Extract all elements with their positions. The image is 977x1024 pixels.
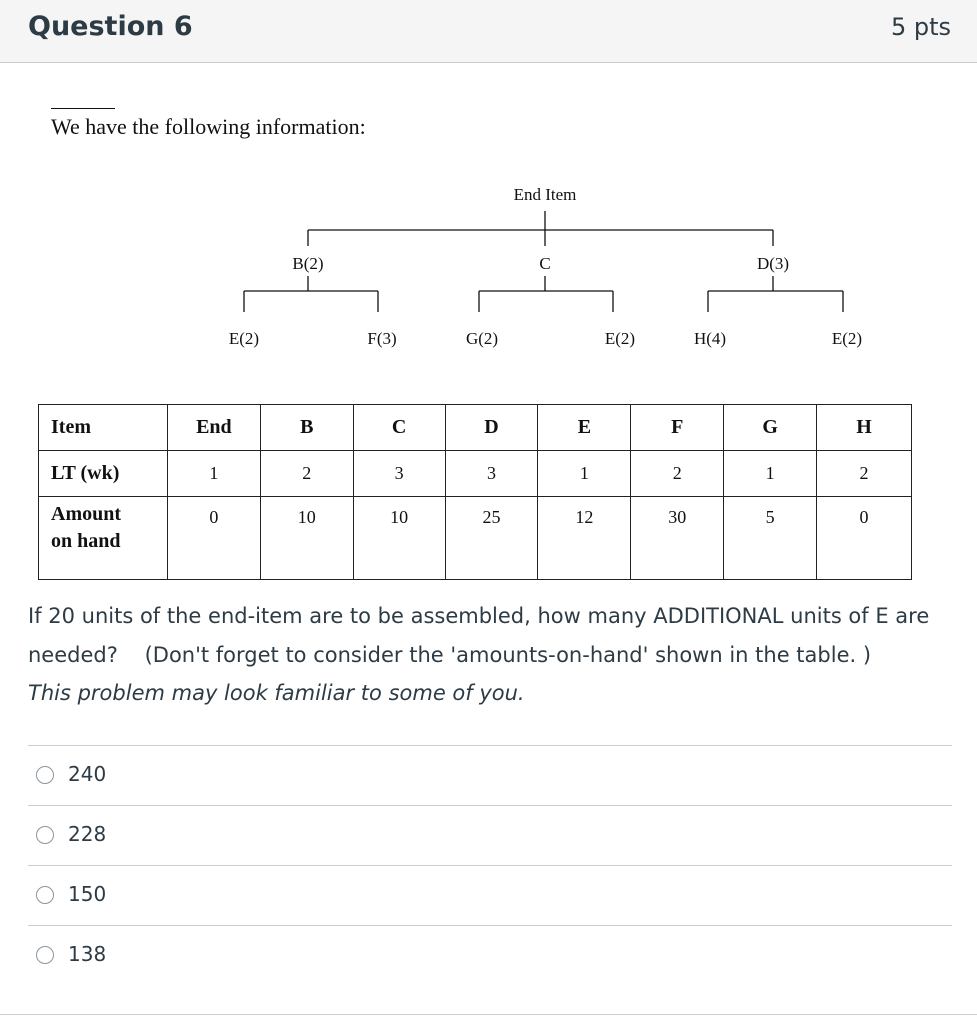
radio-button[interactable] (36, 766, 54, 784)
tree-node-level1: B(2) (292, 254, 324, 273)
table-cell: 10 (260, 497, 353, 580)
footer-divider (0, 1014, 977, 1015)
table-cell: G (724, 405, 817, 451)
question-points: 5 pts (890, 13, 951, 41)
table-cell: B (260, 405, 353, 451)
tree-node-level2: E(2) (831, 329, 863, 348)
table-cell: 3 (445, 451, 538, 497)
answer-label[interactable]: 240 (68, 762, 107, 786)
table-cell: H (817, 405, 912, 451)
table-cell: 1 (724, 451, 817, 497)
table-cell: 1 (167, 451, 260, 497)
table-cell: E (538, 405, 631, 451)
question-body: If 20 units of the end-item are to be assembled, how many ADDITIONAL units of E are needed? (Don't forget to consider the 'amounts-on-hand' shown in the table. ) (28, 604, 936, 667)
product-structure-tree (38, 100, 918, 400)
tree-node-level2: H(4) (693, 329, 727, 348)
question-header (0, 0, 977, 63)
table-cell: 2 (631, 451, 724, 497)
table-cell: 0 (817, 497, 912, 580)
table-cell: End (167, 405, 260, 451)
table-cell: Item (39, 405, 168, 451)
radio-button[interactable] (36, 886, 54, 904)
answer-label[interactable]: 138 (68, 942, 107, 966)
tree-node-root: End Item (513, 185, 577, 204)
table-header-row (39, 405, 912, 451)
tree-node-level2: G(2) (465, 329, 499, 348)
table-cell: 5 (724, 497, 817, 580)
radio-button[interactable] (36, 826, 54, 844)
tree-node-level2: E(2) (604, 329, 636, 348)
item-data-table (38, 404, 912, 580)
answer-option[interactable] (28, 745, 952, 805)
table-row-lead-time (39, 451, 912, 497)
tree-node-level2: E(2) (228, 329, 260, 348)
table-cell: 3 (353, 451, 445, 497)
answer-option[interactable] (28, 805, 952, 865)
table-cell: 2 (260, 451, 353, 497)
table-cell: F (631, 405, 724, 451)
table-cell: 0 (167, 497, 260, 580)
table-cell: C (353, 405, 445, 451)
question-title: Question 6 (28, 11, 193, 42)
tree-node-level1: C (539, 254, 551, 273)
tree-node-level2: F(3) (367, 329, 397, 348)
answer-list (28, 745, 952, 985)
answer-option[interactable] (28, 865, 952, 925)
answer-option[interactable] (28, 925, 952, 985)
table-cell: 30 (631, 497, 724, 580)
table-cell: 1 (538, 451, 631, 497)
table-cell: 25 (445, 497, 538, 580)
problem-figure (38, 100, 918, 575)
radio-button[interactable] (36, 946, 54, 964)
answer-label[interactable]: 150 (68, 882, 107, 906)
table-cell: D (445, 405, 538, 451)
table-cell: 10 (353, 497, 445, 580)
table-row-on-hand (39, 497, 912, 580)
answer-label[interactable]: 228 (68, 822, 107, 846)
intro-text: We have the following information: (51, 114, 366, 139)
table-cell: LT (wk) (39, 451, 168, 497)
question-note: This problem may look familiar to some of you. (28, 681, 525, 705)
tree-node-level1: D(3) (756, 254, 790, 273)
question-text (28, 597, 948, 713)
table-cell: 12 (538, 497, 631, 580)
table-cell: Amount on hand (39, 497, 168, 580)
table-cell: 2 (817, 451, 912, 497)
